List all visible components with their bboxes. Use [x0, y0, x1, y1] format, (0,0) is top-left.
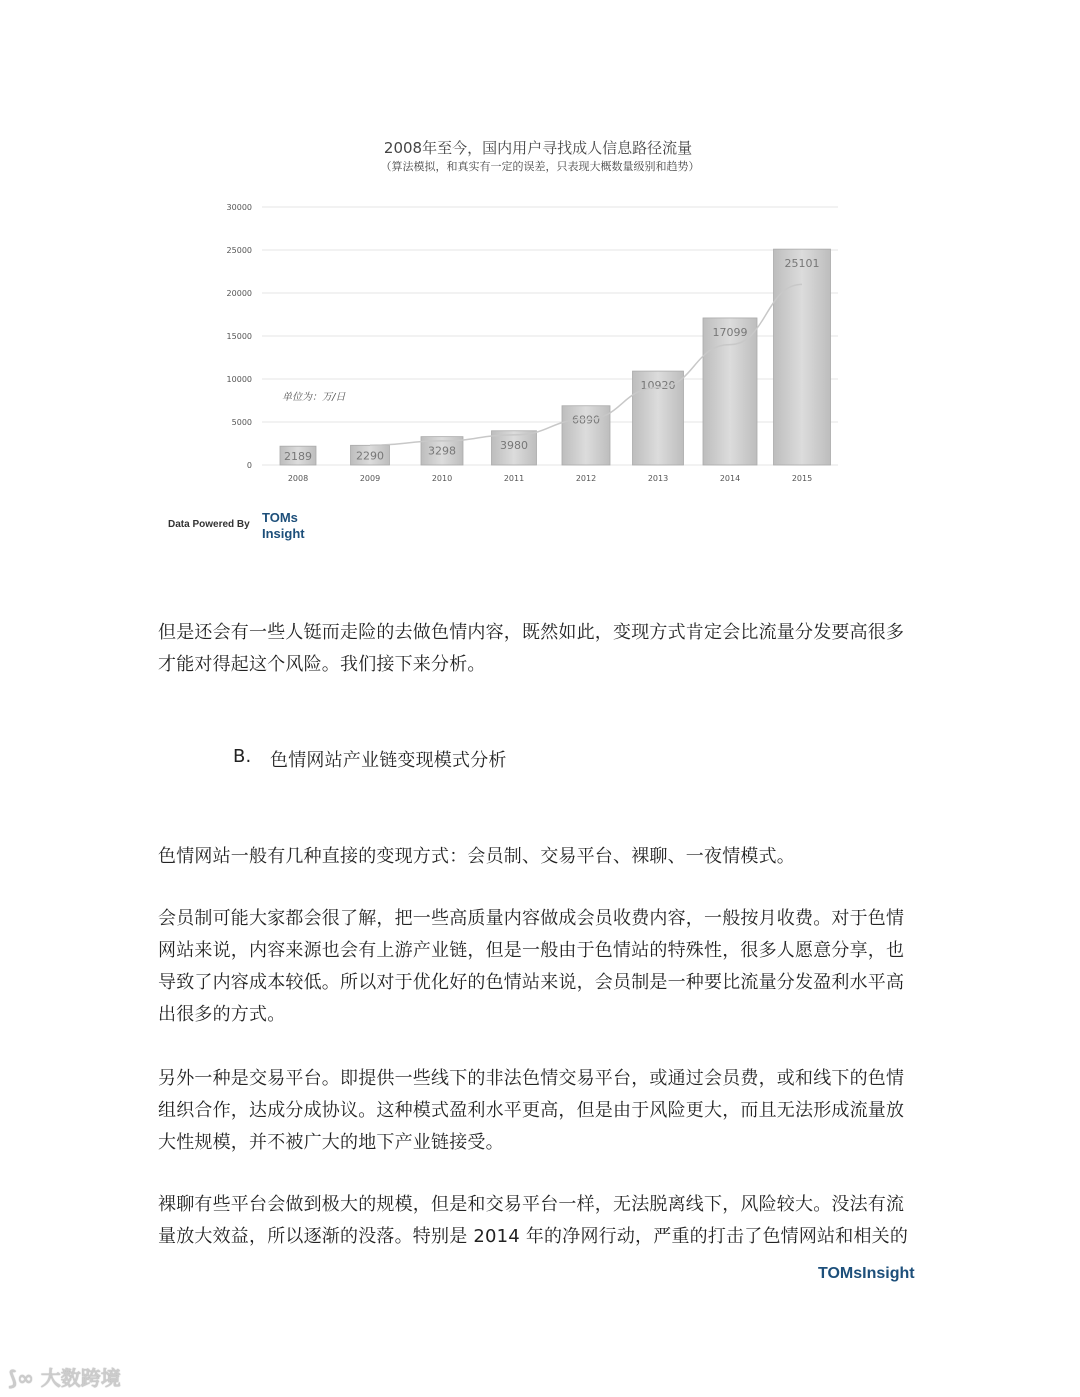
y-tick-label: 30000 [226, 203, 252, 212]
data-label: 17099 [712, 325, 748, 339]
y-tick-label: 5000 [231, 418, 252, 427]
x-tick-label: 2010 [431, 474, 453, 483]
data-label: 25101 [784, 257, 820, 271]
paragraph-line: 但是还会有一些人铤而走险的去做色情内容，既然如此，变现方式肯定会比流量分发要高很多 [158, 622, 905, 643]
paragraph-line: 量放大效益，所以逐渐的没落。特别是 2014 年的净网行动，严重的打击了色情网站和相关的 [158, 1226, 909, 1247]
watermark [8, 1362, 121, 1391]
section-marker: B. [233, 746, 252, 767]
x-tick-label: 2008 [287, 474, 309, 483]
paragraph-line: 出很多的方式。 [158, 1004, 286, 1025]
chart-subtitle: （算法模拟，和真实有一定的误差，只表现大概数量级别和趋势） [380, 160, 700, 173]
paragraph-line: 才能对得起这个风险。我们接下来分析。 [158, 654, 486, 675]
y-tick-label: 0 [246, 461, 252, 470]
paragraph-line: 裸聊有些平台会做到极大的规模，但是和交易平台一样，无法脱离线下，风险较大。没法有流 [158, 1194, 905, 1215]
unit-note: 单位为：万/日 [282, 392, 346, 403]
bar [703, 318, 757, 465]
data-label: 3298 [428, 444, 456, 458]
y-tick-label: 10000 [226, 375, 252, 384]
data-label: 10920 [640, 379, 676, 393]
x-tick-label: 2011 [503, 474, 525, 483]
toms-insight-logo [262, 510, 305, 542]
paragraph-line: 大性规模，并不被广大的地下产业链接受。 [158, 1132, 504, 1153]
watermark-icon: ⟆∞ [8, 1366, 41, 1390]
watermark-text: 大数跨境 [40, 1366, 121, 1390]
x-tick-label: 2014 [719, 474, 741, 483]
paragraph-line: 导致了内容成本较低。所以对于优化好的色情站来说，会员制是一种要比流量分发盈利水平高 [158, 972, 905, 993]
bar-chart [200, 195, 860, 495]
paragraph-line: 组织合作，达成分成协议。这种模式盈利水平更高，但是由于风险更大，而且无法形成流量放 [158, 1100, 905, 1121]
x-tick-label: 2009 [359, 474, 381, 483]
logo-line-1: TOMs [262, 510, 298, 525]
paragraph-line: 色情网站一般有几种直接的变现方式：会员制、交易平台、裸聊、一夜情模式。 [158, 846, 795, 867]
data-label: 3980 [500, 438, 528, 452]
y-tick-label: 25000 [226, 246, 252, 255]
data-label: 2290 [356, 449, 384, 463]
paragraph-line: 会员制可能大家都会很了解，把一些高质量内容做成会员收费内容，一般按月收费。对于色情 [158, 908, 905, 929]
footer-logo: TOMsInsight [818, 1265, 915, 1282]
y-tick-label: 20000 [226, 289, 252, 298]
paragraph-line: 网站来说，内容来源也会有上游产业链，但是一般由于色情站的特殊性，很多人愿意分享，也 [158, 940, 905, 961]
x-tick-label: 2012 [575, 474, 597, 483]
bar [774, 249, 831, 465]
data-label: 6890 [572, 413, 600, 427]
y-tick-label: 15000 [226, 332, 252, 341]
data-label: 2189 [284, 450, 312, 464]
chart-title: 2008年至今，国内用户寻找成人信息路径流量 [383, 139, 693, 157]
data-powered-by: Data Powered By [168, 519, 250, 530]
logo-line-2: Insight [262, 526, 305, 541]
section-heading: 色情网站产业链变现模式分析 [270, 750, 507, 771]
paragraph-line: 另外一种是交易平台。即提供一些线下的非法色情交易平台，或通过会员费，或和线下的色情 [158, 1068, 905, 1089]
x-tick-label: 2015 [791, 474, 813, 483]
x-tick-label: 2013 [647, 474, 669, 483]
